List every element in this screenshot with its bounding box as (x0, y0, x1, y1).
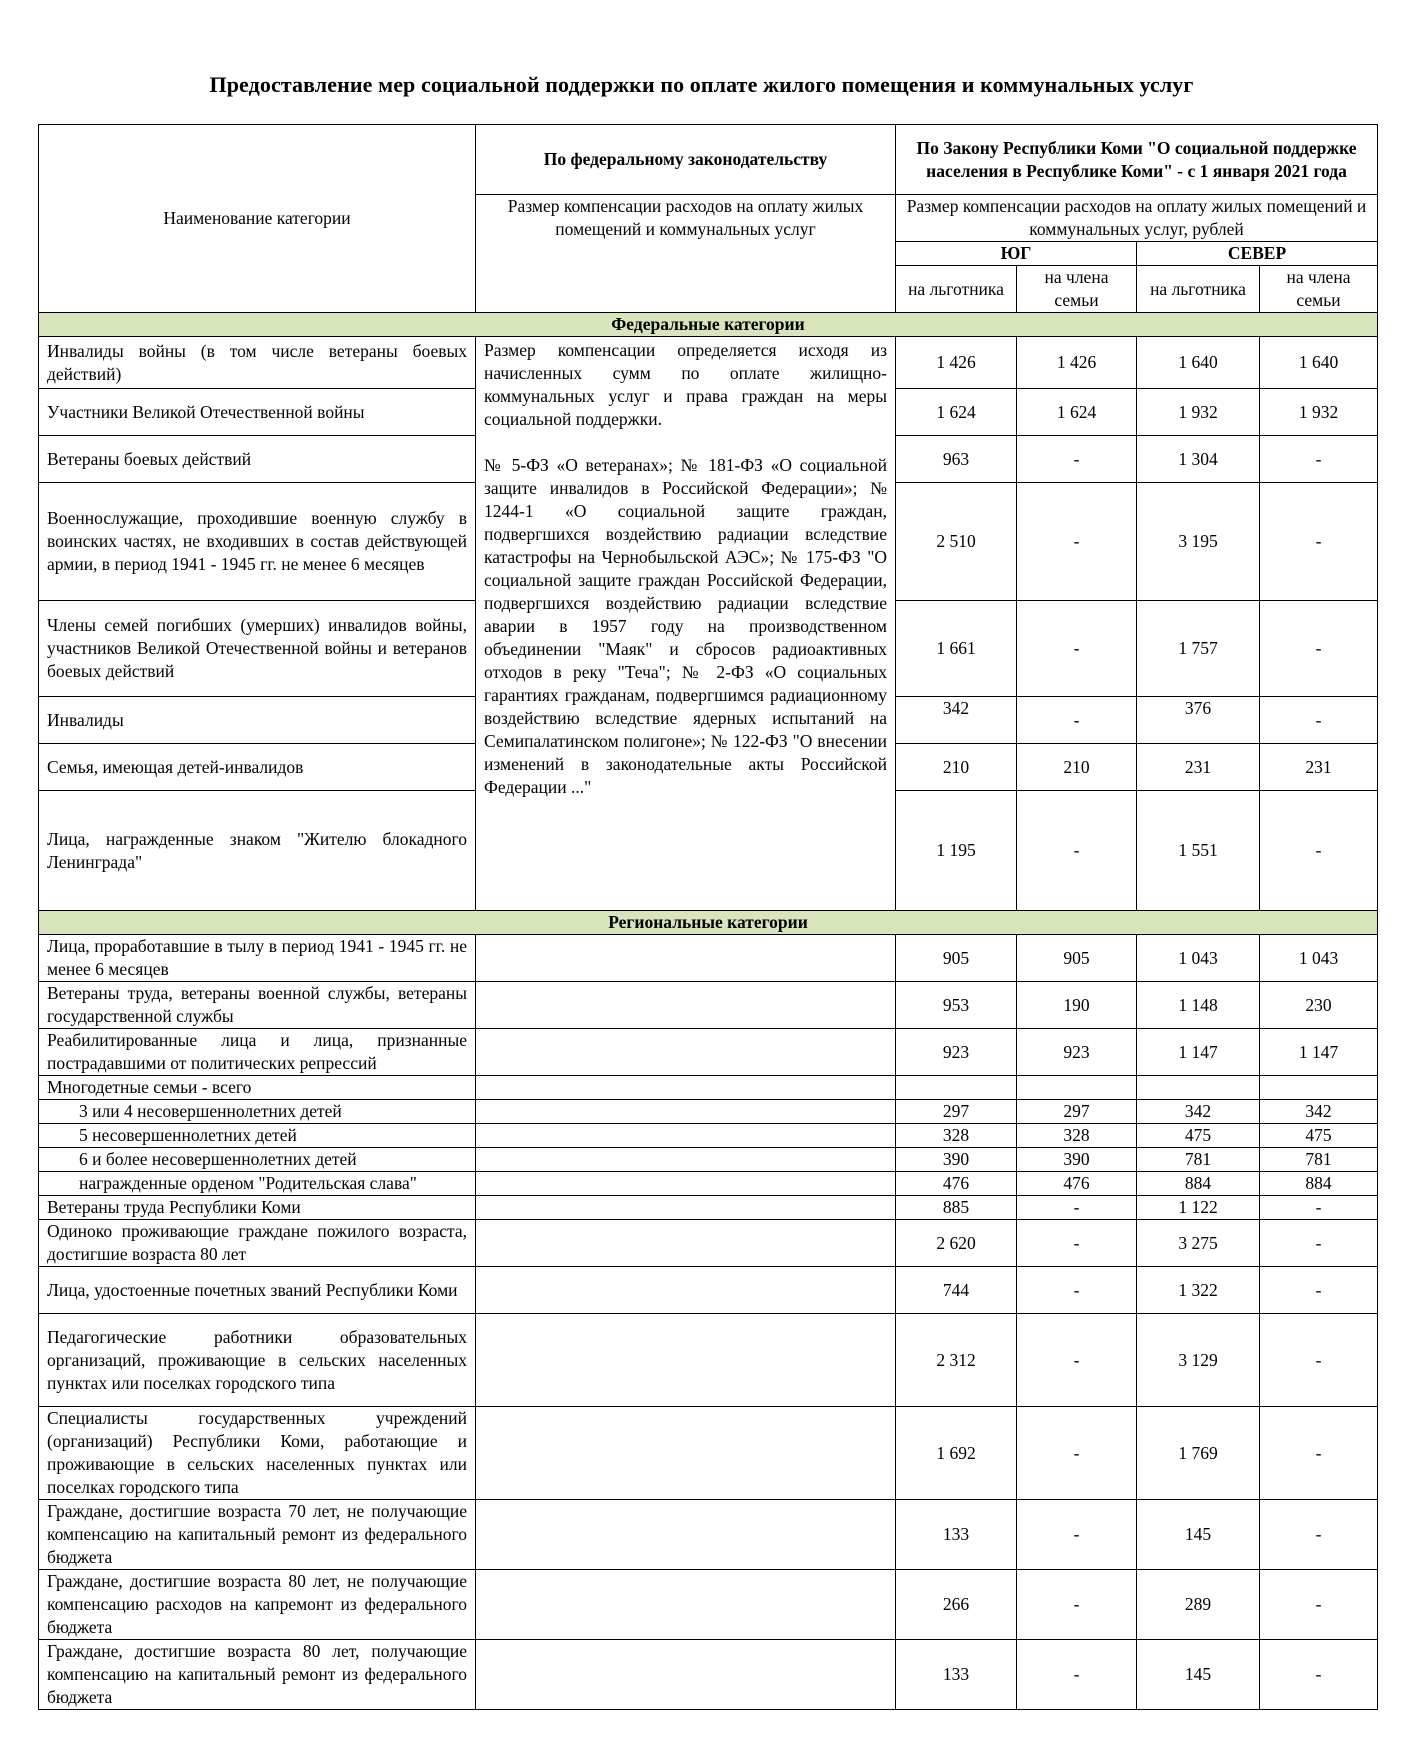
value-cell: 1 692 (896, 1407, 1017, 1500)
table-row (39, 1220, 1378, 1267)
page-title: Предоставление мер социальной поддержки по оплате жилого помещения и коммунальных услуг (209, 72, 1194, 97)
value-cell: 953 (896, 982, 1017, 1029)
value-cell: 1 195 (896, 791, 1017, 911)
value-cell: - (1017, 1314, 1137, 1407)
federal-legislation-text (476, 337, 896, 911)
value-cell: 923 (896, 1029, 1017, 1076)
federal-empty-cell (476, 1124, 896, 1148)
value-cell: - (1260, 1220, 1378, 1267)
value-cell: - (1017, 601, 1137, 697)
value-cell (1137, 1076, 1260, 1100)
federal-empty-cell (476, 1196, 896, 1220)
value-cell: 1 640 (1260, 337, 1378, 389)
value-cell: 1 624 (1017, 389, 1137, 436)
federal-laws: № 5-ФЗ «О ветеранах»; № 181-ФЗ «О социальной защите инвалидов в Российской Федерации»; № 1244-1 «О социальной защите граждан, подвергшихся воздействию радиации вследствие катастрофы на Чернобыльской АЭС»; № 175-ФЗ "О социальной защите граждан Российской Федерации, подвергшихся воздействию радиации вследствие аварии в 1957 году на производственном объединении "Маяк" и сбросов радиоактивных отходов в реку "Теча"; № 2-ФЗ «О социальных гарантиях гражданам, подвергшимся радиационному воздействию вследствие ядерных испытаний на Семипалатинском полигоне»; № 122-ФЗ "О внесении изменений в законодательные акты Российской Федерации ..." (484, 455, 887, 797)
header-komi-law: По Закону Республики Коми "О социальной поддержке населения в Республике Коми" - с 1 января 2021 года (896, 125, 1378, 195)
category-name: награжденные орденом "Родительская слава" (39, 1172, 476, 1196)
category-name: Граждане, достигшие возраста 80 лет, не получающие компенсацию расходов на капремонт из федерального бюджета (39, 1570, 476, 1640)
value-cell: - (1260, 1570, 1378, 1640)
category-name: Инвалиды (39, 697, 476, 744)
header-north-beneficiary: на льготника (1137, 266, 1260, 313)
value-cell: 1 147 (1260, 1029, 1378, 1076)
category-name: Лица, проработавшие в тылу в период 1941 - 1945 гг. не менее 6 месяцев (39, 935, 476, 982)
value-cell: 3 195 (1137, 483, 1260, 601)
table-row (39, 1076, 1378, 1100)
value-cell: 1 122 (1137, 1196, 1260, 1220)
value-cell: - (1260, 1267, 1378, 1314)
value-cell: 884 (1137, 1172, 1260, 1196)
value-cell: 1 757 (1137, 601, 1260, 697)
header-south-beneficiary: на льготника (896, 266, 1017, 313)
value-cell: - (1260, 1500, 1378, 1570)
value-cell: 885 (896, 1196, 1017, 1220)
category-name: 5 несовершеннолетних детей (39, 1124, 476, 1148)
value-cell: 231 (1137, 744, 1260, 791)
federal-empty-cell (476, 1100, 896, 1124)
federal-empty-cell (476, 935, 896, 982)
table-row (39, 1407, 1378, 1500)
section-regional: Региональные категории (39, 911, 1378, 935)
federal-empty-cell (476, 1500, 896, 1570)
value-cell: 884 (1260, 1172, 1378, 1196)
category-name: Инвалиды войны (в том числе ветераны боевых действий) (39, 337, 476, 389)
value-cell: 390 (896, 1148, 1017, 1172)
value-cell: 744 (896, 1267, 1017, 1314)
table-row (39, 1267, 1378, 1314)
value-cell: 781 (1137, 1148, 1260, 1172)
value-cell: - (1017, 697, 1137, 744)
value-cell: - (1017, 483, 1137, 601)
value-cell: 210 (896, 744, 1017, 791)
value-cell: 1 426 (896, 337, 1017, 389)
federal-empty-cell (476, 982, 896, 1029)
federal-empty-cell (476, 1407, 896, 1500)
value-cell: 266 (896, 1570, 1017, 1640)
category-name: Ветераны боевых действий (39, 436, 476, 483)
value-cell: - (1260, 1407, 1378, 1500)
federal-empty-cell (476, 1220, 896, 1267)
value-cell: 1 043 (1260, 935, 1378, 982)
table-row (39, 1640, 1378, 1710)
category-name: Семья, имеющая детей-инвалидов (39, 744, 476, 791)
support-measures-table (38, 124, 1378, 1710)
category-name: 6 и более несовершеннолетних детей (39, 1148, 476, 1172)
federal-intro: Размер компенсации определяется исходя из начисленных сумм по оплате жилищно-коммунальных услуг и права граждан на меры социальной поддержки. (484, 340, 887, 429)
category-name: Специалисты государственных учреждений (организаций) Республики Коми, работающие и проживающие в сельских населенных пунктах или поселках городского типа (39, 1407, 476, 1500)
header-north: СЕВЕР (1137, 242, 1378, 266)
value-cell: 289 (1137, 1570, 1260, 1640)
value-cell: 390 (1017, 1148, 1137, 1172)
federal-empty-cell (476, 1640, 896, 1710)
category-name: Педагогические работники образовательных организаций, проживающие в сельских населенных пунктах или поселках городского типа (39, 1314, 476, 1407)
value-cell: 475 (1137, 1124, 1260, 1148)
federal-empty-cell (476, 1314, 896, 1407)
table-row (39, 982, 1378, 1029)
federal-empty-cell (476, 1029, 896, 1076)
value-cell: 1 624 (896, 389, 1017, 436)
value-cell: - (1260, 1314, 1378, 1407)
value-cell: 1 769 (1137, 1407, 1260, 1500)
value-cell: 376 (1137, 697, 1260, 744)
value-cell: 1 551 (1137, 791, 1260, 911)
value-cell: - (1017, 1570, 1137, 1640)
value-cell: - (1017, 1500, 1137, 1570)
category-name: Члены семей погибших (умерших) инвалидов войны, участников Великой Отечественной войны и ветеранов боевых действий (39, 601, 476, 697)
table-row (39, 1148, 1378, 1172)
value-cell: 342 (1137, 1100, 1260, 1124)
federal-empty-cell (476, 1172, 896, 1196)
category-name: 3 или 4 несовершеннолетних детей (39, 1100, 476, 1124)
value-cell: 476 (1017, 1172, 1137, 1196)
federal-empty-cell (476, 1076, 896, 1100)
value-cell: - (1017, 436, 1137, 483)
value-cell: 133 (896, 1500, 1017, 1570)
category-name: Многодетные семьи - всего (39, 1076, 476, 1100)
value-cell: 1 426 (1017, 337, 1137, 389)
header-category: Наименование категории (39, 125, 476, 313)
value-cell: 231 (1260, 744, 1378, 791)
section-federal: Федеральные категории (39, 313, 1378, 337)
value-cell: - (1017, 1267, 1137, 1314)
value-cell: - (1017, 1640, 1137, 1710)
value-cell: 905 (896, 935, 1017, 982)
value-cell: - (1017, 1407, 1137, 1500)
value-cell: 1 043 (1137, 935, 1260, 982)
value-cell (1017, 1076, 1137, 1100)
value-cell: 145 (1137, 1500, 1260, 1570)
value-cell: - (1260, 483, 1378, 601)
value-cell: - (1260, 697, 1378, 744)
table-row (39, 1570, 1378, 1640)
category-name: Ветераны труда, ветераны военной службы, ветераны государственной службы (39, 982, 476, 1029)
value-cell: - (1017, 1220, 1137, 1267)
value-cell: 781 (1260, 1148, 1378, 1172)
federal-empty-cell (476, 1570, 896, 1640)
value-cell: 190 (1017, 982, 1137, 1029)
category-name: Граждане, достигшие возраста 80 лет, получающие компенсацию на капитальный ремонт из федерального бюджета (39, 1640, 476, 1710)
category-name: Ветераны труда Республики Коми (39, 1196, 476, 1220)
value-cell: 1 147 (1137, 1029, 1260, 1076)
table-row (39, 1100, 1378, 1124)
value-cell: 1 661 (896, 601, 1017, 697)
header-komi-sub: Размер компенсации расходов на оплату жилых помещений и коммунальных услуг, рублей (896, 195, 1378, 242)
value-cell: 328 (896, 1124, 1017, 1148)
table-row (39, 1124, 1378, 1148)
header-federal: По федеральному законодательству (476, 125, 896, 195)
federal-empty-cell (476, 1267, 896, 1314)
value-cell: 342 (1260, 1100, 1378, 1124)
value-cell: 963 (896, 436, 1017, 483)
table-row (39, 1500, 1378, 1570)
value-cell: 3 129 (1137, 1314, 1260, 1407)
value-cell: 905 (1017, 935, 1137, 982)
value-cell: 297 (1017, 1100, 1137, 1124)
federal-empty-cell (476, 1148, 896, 1172)
category-name: Лица, удостоенные почетных званий Республики Коми (39, 1267, 476, 1314)
value-cell (1260, 1076, 1378, 1100)
category-name: Лица, награжденные знаком "Жителю блокадного Ленинграда" (39, 791, 476, 911)
value-cell: 1 322 (1137, 1267, 1260, 1314)
category-name: Участники Великой Отечественной войны (39, 389, 476, 436)
value-cell: - (1017, 791, 1137, 911)
value-cell: 210 (1017, 744, 1137, 791)
category-name: Военнослужащие, проходившие военную службу в воинских частях, не входивших в состав действующей армии, в период 1941 - 1945 гг. не менее 6 месяцев (39, 483, 476, 601)
value-cell: 2 510 (896, 483, 1017, 601)
table-row (39, 1029, 1378, 1076)
table-row (39, 337, 1378, 389)
header-north-family: на члена семьи (1260, 266, 1378, 313)
category-name: Граждане, достигшие возраста 70 лет, не получающие компенсацию на капитальный ремонт из федерального бюджета (39, 1500, 476, 1570)
header-south-family: на члена семьи (1017, 266, 1137, 313)
value-cell: - (1260, 1196, 1378, 1220)
value-cell: - (1260, 601, 1378, 697)
value-cell: 923 (1017, 1029, 1137, 1076)
value-cell: 1 304 (1137, 436, 1260, 483)
category-name: Одиноко проживающие граждане пожилого возраста, достигшие возраста 80 лет (39, 1220, 476, 1267)
table-row (39, 935, 1378, 982)
value-cell: - (1260, 791, 1378, 911)
value-cell: 476 (896, 1172, 1017, 1196)
value-cell: 1 932 (1137, 389, 1260, 436)
header-federal-sub: Размер компенсации расходов на оплату жилых помещений и коммунальных услуг (476, 195, 896, 313)
value-cell: 1 640 (1137, 337, 1260, 389)
value-cell: 3 275 (1137, 1220, 1260, 1267)
value-cell: 297 (896, 1100, 1017, 1124)
value-cell: 1 932 (1260, 389, 1378, 436)
value-cell: - (1260, 1640, 1378, 1710)
value-cell: - (1260, 436, 1378, 483)
value-cell: 2 312 (896, 1314, 1017, 1407)
table-row (39, 1314, 1378, 1407)
value-cell: 230 (1260, 982, 1378, 1029)
value-cell: 133 (896, 1640, 1017, 1710)
header-south: ЮГ (896, 242, 1137, 266)
value-cell: 328 (1017, 1124, 1137, 1148)
value-cell: 2 620 (896, 1220, 1017, 1267)
value-cell: 145 (1137, 1640, 1260, 1710)
value-cell: 1 148 (1137, 982, 1260, 1029)
value-cell: - (1017, 1196, 1137, 1220)
value-cell: 475 (1260, 1124, 1378, 1148)
value-cell: 342 (896, 697, 1017, 744)
category-name: Реабилитированные лица и лица, признанные пострадавшими от политических репрессий (39, 1029, 476, 1076)
table-row (39, 1172, 1378, 1196)
table-row (39, 1196, 1378, 1220)
value-cell (896, 1076, 1017, 1100)
